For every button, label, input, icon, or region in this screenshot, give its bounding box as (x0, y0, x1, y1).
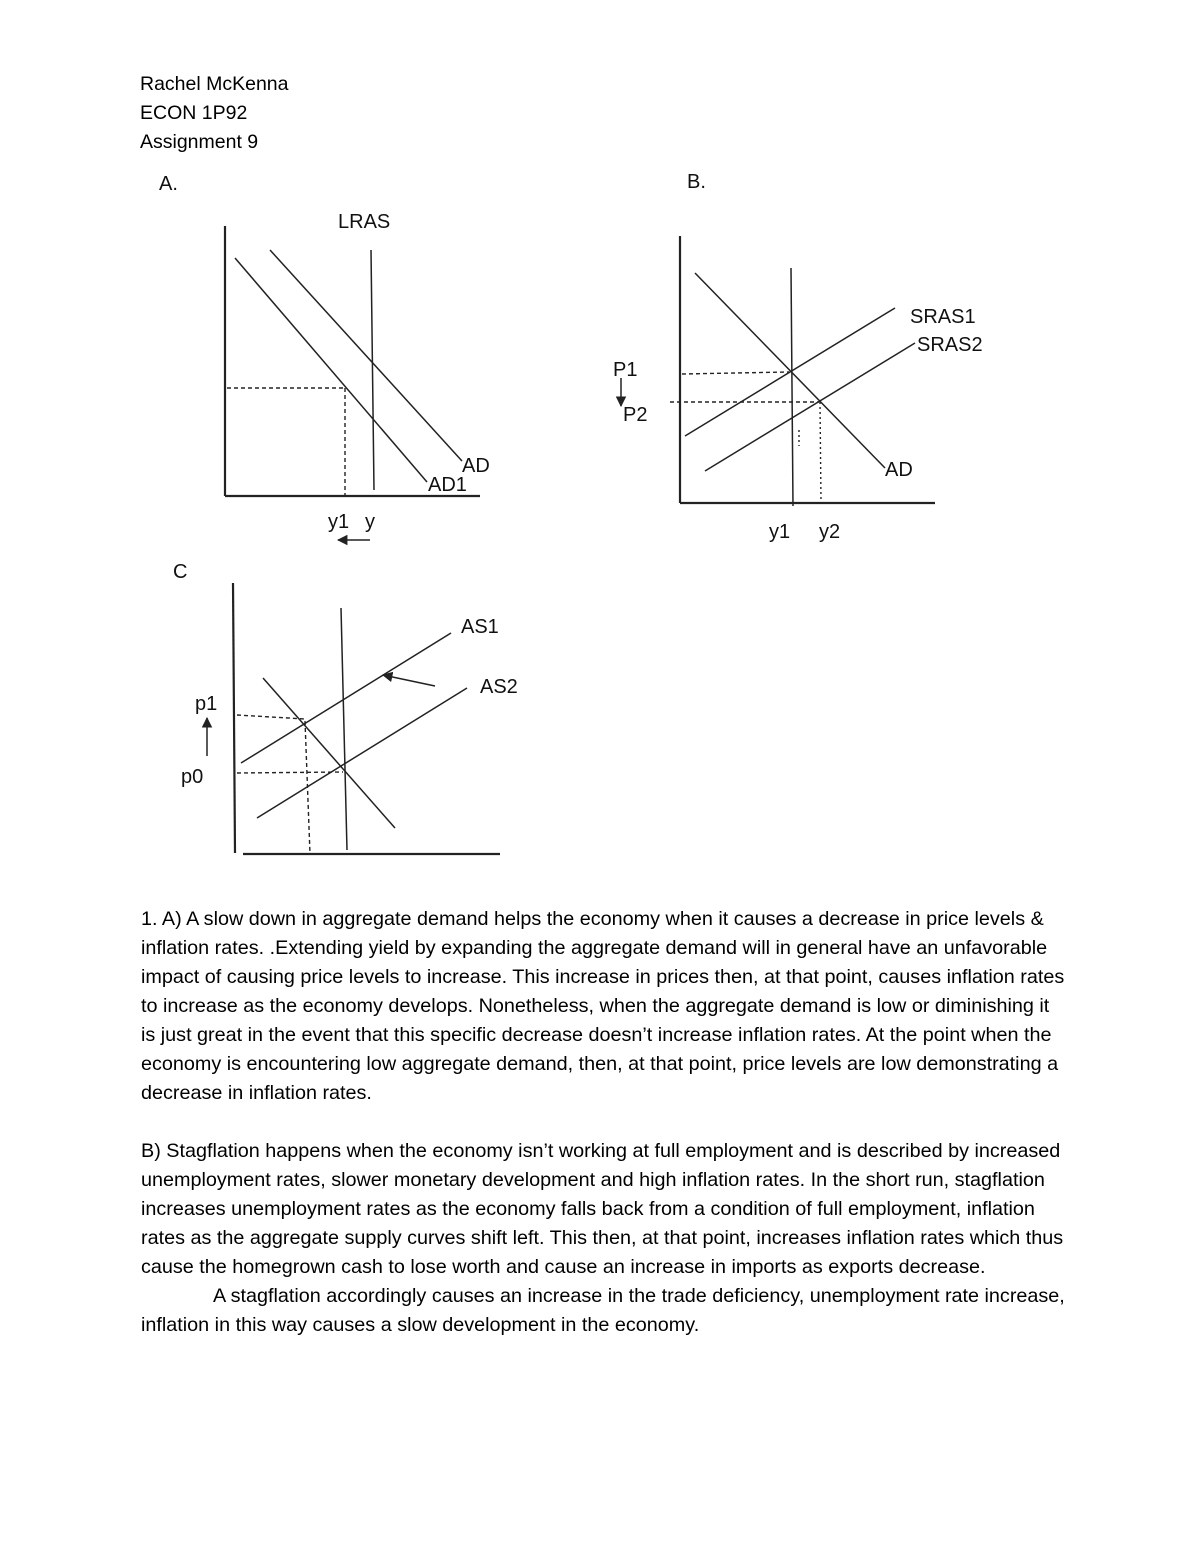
panel-c-as1-curve (241, 633, 451, 763)
answer-a-paragraph: 1. A) A slow down in aggregate demand helps the economy when it causes a decrease in price levels & inflation rates. .Extending yield by expanding the aggregate demand will in general have an unfavorable impact of causing price levels to increase. This increase in prices then, at that point, causes inflation rates to increase as the economy develops. Nonetheless, when the aggregate demand is low or diminishing it is just great in the event that this specific decrease doesn’t increase inflation rates. At the point when the economy is encountering low aggregate demand, then, at that point, price levels are low demonstrating a decrease in inflation rates. (141, 908, 1065, 1104)
panel-b-ad-curve (695, 273, 885, 468)
panel-b-p2-label: P2 (623, 404, 648, 426)
panel-a-ad-label: AD (462, 455, 490, 477)
panel-c-y-axis (233, 583, 235, 853)
panel-c (173, 561, 518, 854)
panel-c-as1-label: AS1 (461, 616, 499, 638)
panel-a-lras-label: LRAS (338, 211, 391, 233)
answer-b-continuation: A stagflation accordingly causes an increase in the trade deficiency, unemployment rate increase, inflation in this way causes a slow development in the economy. (141, 1285, 1065, 1336)
economics-graphs-figure (145, 158, 1060, 903)
panel-a-ad1-curve (235, 258, 427, 482)
answer-text (141, 905, 1066, 1340)
panel-a-ad-curve (270, 250, 462, 461)
panel-b (613, 171, 983, 543)
panel-a-y-label: y (365, 511, 375, 533)
panel-c-label: C (173, 561, 188, 583)
panel-c-p1-dashline (237, 715, 305, 719)
panel-c-shift-arrow (383, 675, 435, 686)
panel-b-ad-label: AD (885, 459, 913, 481)
panel-c-vertical-line (341, 608, 347, 850)
panel-c-ad-curve (263, 678, 395, 828)
panel-b-vertical-line (791, 268, 793, 506)
panel-b-y2-label: y2 (819, 521, 841, 543)
document-header (140, 70, 289, 157)
panel-b-y1-label: y1 (769, 521, 791, 543)
panel-b-sras1-curve (685, 308, 895, 436)
panel-a-ad1-label: AD1 (428, 474, 467, 496)
panel-b-sras2-label: SRAS2 (917, 334, 983, 356)
panel-b-p1-dashline (682, 372, 789, 374)
author-name: Rachel McKenna (140, 73, 289, 95)
answer-b-paragraph: B) Stagflation happens when the economy isn’t working at full employment and is described by increased unemployment rates, slower monetary development and high inflation rates. In the short run, stagflation increases unemployment rates as the economy falls back from a condition of full employment, inflation rates as the aggregate supply curves shift left. This then, at that point, increases inflation rates which thus cause the homegrown cash to lose worth and cause an increase in imports as exports decrease. (141, 1140, 1064, 1278)
panel-b-sras2-curve (705, 343, 915, 471)
panel-b-label: B. (687, 171, 706, 193)
course-code: ECON 1P92 (140, 102, 248, 124)
panel-a-y1-label: y1 (328, 511, 350, 533)
panel-a (159, 173, 490, 540)
panel-b-y2-dotline (820, 402, 821, 503)
panel-b-sras1-label: SRAS1 (910, 306, 976, 328)
assignment-title: Assignment 9 (140, 131, 259, 153)
panel-a-lras-line (371, 250, 374, 490)
panel-c-p0-dashline (237, 772, 343, 773)
panel-c-p0-label: p0 (181, 766, 204, 788)
panel-c-as2-label: AS2 (480, 676, 518, 698)
panel-c-p1-label: p1 (195, 693, 218, 715)
panel-b-p1-label: P1 (613, 359, 638, 381)
panel-a-label: A. (159, 173, 178, 195)
graphs-svg (145, 158, 1060, 903)
